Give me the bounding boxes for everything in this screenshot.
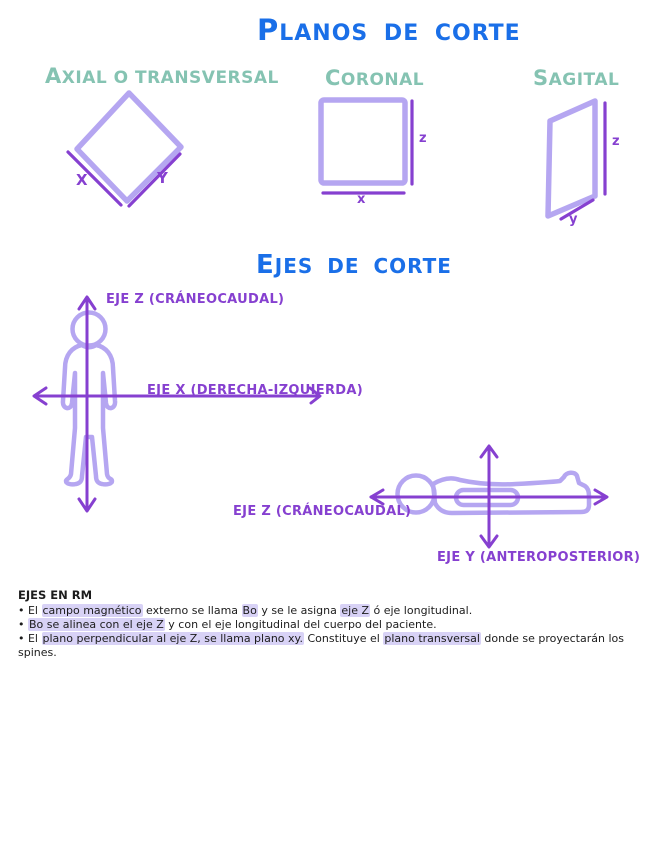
notes-block	[18, 588, 632, 659]
axial-section-label: AXIAL O TRANSVERSAL	[45, 64, 279, 88]
plain-text: ó eje longitudinal.	[370, 604, 473, 618]
coronal-x-axis-label: x	[357, 192, 366, 207]
page-title: PLANOS DE CORTE	[257, 13, 521, 47]
lying-z-axis-label: EJE Z (CRÁNEOCAUDAL)	[233, 504, 412, 519]
axial-y-axis-line	[129, 154, 180, 206]
standing-z-arrowhead-bottom	[79, 499, 95, 511]
plain-text: Constituye el	[303, 631, 384, 645]
sagital-section-label: SAGITAL	[533, 66, 620, 90]
plain-text: externo se llama	[142, 604, 242, 618]
coronal-plane-shape	[321, 100, 405, 183]
plain-text: •	[18, 618, 28, 632]
lying-y-axis-label: EJE Y (ANTEROPOSTERIOR)	[437, 550, 641, 565]
ejes-section-title: EJES DE CORTE	[256, 250, 452, 280]
plain-text: • El	[18, 604, 42, 618]
axial-x-axis-label: X	[76, 171, 88, 189]
standing-figure-head	[73, 313, 106, 346]
standing-z-axis-label: EJE Z (CRÁNEOCAUDAL)	[106, 292, 285, 307]
plain-text: y con el eje longitudinal del cuerpo del paciente.	[164, 618, 437, 632]
sagital-z-axis-label: z	[612, 134, 620, 149]
coronal-section-label: CORONAL	[325, 66, 425, 90]
lying-y-arrowhead-bottom	[481, 536, 497, 547]
plain-text: donde se proyectarán los spines.	[18, 631, 624, 659]
lying-z-arrowhead-right	[595, 490, 607, 504]
highlighted-text: plano perpendicular al eje Z, se llama plano xy.	[42, 631, 303, 645]
standing-x-arrowhead-left	[34, 388, 46, 404]
standing-x-axis-label: EJE X (DERECHA-IZQUIERDA)	[147, 383, 363, 398]
highlighted-text: plano transversal	[384, 631, 480, 645]
highlighted-text: eje Z	[341, 604, 369, 618]
lying-y-arrowhead-top	[481, 446, 497, 457]
standing-figure-body	[63, 345, 115, 484]
plain-text: y se le asigna	[257, 604, 341, 618]
note-bullet-1	[18, 604, 632, 618]
coronal-z-axis-label: z	[419, 131, 427, 146]
note-bullet-2	[18, 618, 632, 632]
lying-figure-arm	[456, 490, 518, 505]
notes-heading: EJES EN RM	[18, 588, 93, 602]
sagital-y-axis-label: y	[569, 212, 578, 227]
highlighted-text: campo magnético	[42, 604, 142, 618]
plain-text: • El	[18, 631, 42, 645]
highlighted-text: Bo se alinea con el eje Z	[29, 618, 164, 632]
lying-z-arrowhead-left	[371, 490, 383, 504]
axial-y-axis-label: Y	[157, 169, 168, 187]
note-bullet-3	[18, 632, 632, 660]
highlighted-text: Bo	[242, 604, 257, 618]
sagital-plane-shape	[548, 101, 595, 216]
lying-figure-body	[433, 473, 589, 513]
standing-z-arrowhead-top	[79, 297, 95, 309]
